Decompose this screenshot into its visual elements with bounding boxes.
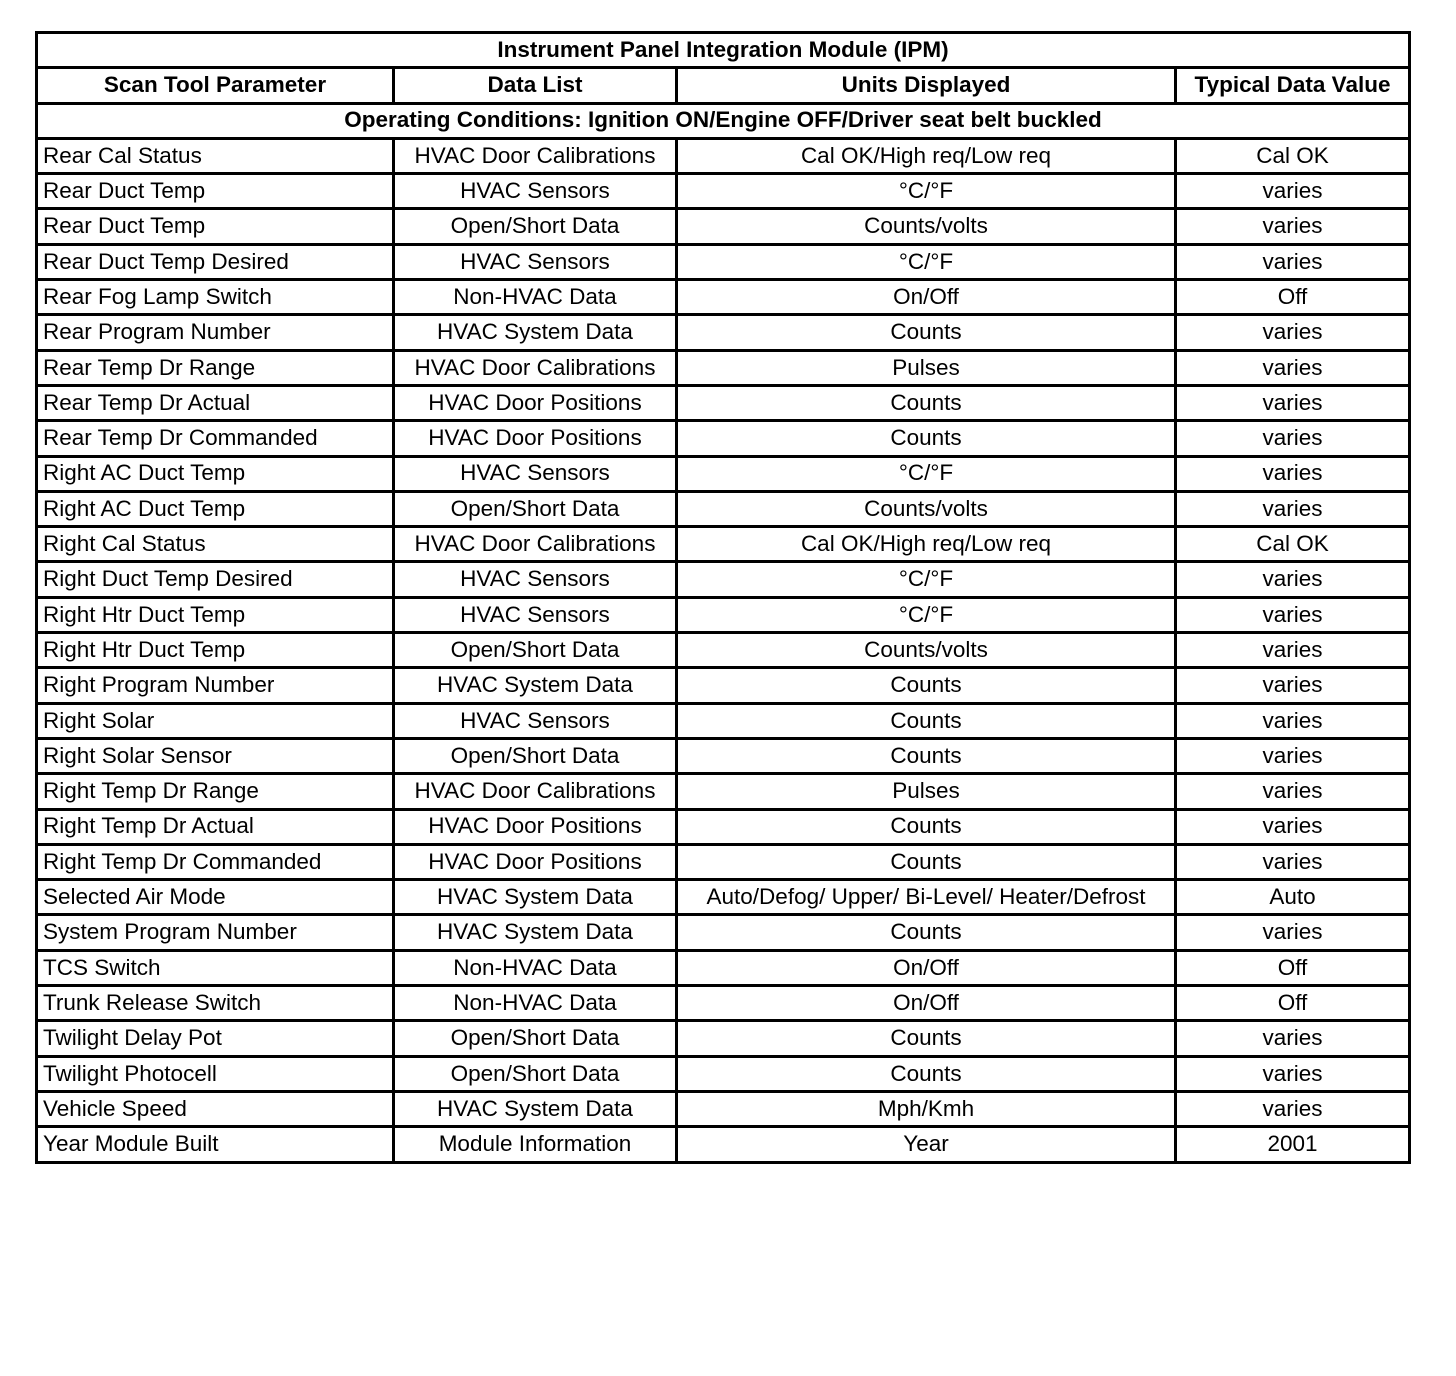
cell-typical-value: varies xyxy=(1176,1056,1410,1091)
cell-parameter: Right Solar Sensor xyxy=(37,738,394,773)
cell-parameter: Right AC Duct Temp xyxy=(37,456,394,491)
cell-units: Counts xyxy=(677,844,1176,879)
cell-units: Counts xyxy=(677,1056,1176,1091)
cell-typical-value: varies xyxy=(1176,421,1410,456)
cell-data-list: HVAC Door Positions xyxy=(394,385,677,420)
cell-parameter: Right Temp Dr Commanded xyxy=(37,844,394,879)
operating-conditions: Operating Conditions: Ignition ON/Engine OFF/Driver seat belt buckled xyxy=(37,103,1410,138)
cell-units: On/Off xyxy=(677,986,1176,1021)
cell-data-list: Open/Short Data xyxy=(394,491,677,526)
table-row xyxy=(37,350,1410,385)
table-row xyxy=(37,668,1410,703)
cell-typical-value: varies xyxy=(1176,844,1410,879)
cell-data-list: HVAC System Data xyxy=(394,1091,677,1126)
cell-typical-value: Cal OK xyxy=(1176,138,1410,173)
cell-parameter: Selected Air Mode xyxy=(37,880,394,915)
operating-conditions-row xyxy=(37,103,1410,138)
cell-units: °C/°F xyxy=(677,562,1176,597)
table-row xyxy=(37,280,1410,315)
cell-parameter: Rear Temp Dr Commanded xyxy=(37,421,394,456)
cell-data-list: Non-HVAC Data xyxy=(394,950,677,985)
cell-typical-value: varies xyxy=(1176,315,1410,350)
cell-typical-value: varies xyxy=(1176,809,1410,844)
table-row xyxy=(37,809,1410,844)
cell-units: Counts xyxy=(677,385,1176,420)
cell-typical-value: varies xyxy=(1176,350,1410,385)
cell-parameter: Trunk Release Switch xyxy=(37,986,394,1021)
cell-units: Counts xyxy=(677,809,1176,844)
cell-typical-value: varies xyxy=(1176,562,1410,597)
cell-data-list: HVAC Door Calibrations xyxy=(394,350,677,385)
table-row xyxy=(37,738,1410,773)
table-row xyxy=(37,209,1410,244)
cell-typical-value: varies xyxy=(1176,244,1410,279)
cell-data-list: Open/Short Data xyxy=(394,633,677,668)
cell-data-list: HVAC Sensors xyxy=(394,703,677,738)
cell-units: °C/°F xyxy=(677,174,1176,209)
table-row xyxy=(37,456,1410,491)
header-typical-data-value: Typical Data Value xyxy=(1176,68,1410,103)
table-row xyxy=(37,703,1410,738)
cell-units: Counts xyxy=(677,738,1176,773)
cell-units: Counts xyxy=(677,1021,1176,1056)
cell-parameter: System Program Number xyxy=(37,915,394,950)
table-title: Instrument Panel Integration Module (IPM) xyxy=(37,33,1410,68)
cell-parameter: Twilight Photocell xyxy=(37,1056,394,1091)
cell-typical-value: varies xyxy=(1176,1091,1410,1126)
table-row xyxy=(37,597,1410,632)
cell-units: Counts/volts xyxy=(677,209,1176,244)
cell-data-list: HVAC Sensors xyxy=(394,174,677,209)
cell-typical-value: Off xyxy=(1176,986,1410,1021)
table-row xyxy=(37,986,1410,1021)
cell-typical-value: 2001 xyxy=(1176,1127,1410,1162)
table-row xyxy=(37,385,1410,420)
cell-typical-value: varies xyxy=(1176,915,1410,950)
cell-typical-value: Off xyxy=(1176,280,1410,315)
cell-parameter: Right Solar xyxy=(37,703,394,738)
cell-data-list: Open/Short Data xyxy=(394,1056,677,1091)
cell-typical-value: varies xyxy=(1176,774,1410,809)
cell-units: Counts/volts xyxy=(677,633,1176,668)
cell-parameter: Rear Temp Dr Range xyxy=(37,350,394,385)
table-row xyxy=(37,562,1410,597)
cell-parameter: Vehicle Speed xyxy=(37,1091,394,1126)
cell-parameter: TCS Switch xyxy=(37,950,394,985)
table-row xyxy=(37,527,1410,562)
cell-data-list: HVAC Sensors xyxy=(394,244,677,279)
cell-units: Counts xyxy=(677,915,1176,950)
cell-units: On/Off xyxy=(677,950,1176,985)
cell-data-list: HVAC System Data xyxy=(394,315,677,350)
cell-parameter: Year Module Built xyxy=(37,1127,394,1162)
header-units-displayed: Units Displayed xyxy=(677,68,1176,103)
cell-typical-value: varies xyxy=(1176,209,1410,244)
cell-parameter: Right Temp Dr Range xyxy=(37,774,394,809)
table-row xyxy=(37,844,1410,879)
cell-typical-value: varies xyxy=(1176,597,1410,632)
cell-data-list: Open/Short Data xyxy=(394,209,677,244)
cell-data-list: Open/Short Data xyxy=(394,1021,677,1056)
cell-typical-value: varies xyxy=(1176,1021,1410,1056)
cell-units: °C/°F xyxy=(677,456,1176,491)
cell-typical-value: varies xyxy=(1176,456,1410,491)
header-data-list: Data List xyxy=(394,68,677,103)
table-row xyxy=(37,950,1410,985)
cell-data-list: HVAC Door Positions xyxy=(394,421,677,456)
cell-typical-value: varies xyxy=(1176,738,1410,773)
cell-units: Counts xyxy=(677,703,1176,738)
cell-parameter: Right Cal Status xyxy=(37,527,394,562)
cell-parameter: Rear Cal Status xyxy=(37,138,394,173)
cell-parameter: Rear Duct Temp xyxy=(37,174,394,209)
cell-data-list: HVAC System Data xyxy=(394,915,677,950)
cell-typical-value: varies xyxy=(1176,703,1410,738)
cell-typical-value: Auto xyxy=(1176,880,1410,915)
cell-parameter: Rear Fog Lamp Switch xyxy=(37,280,394,315)
cell-typical-value: varies xyxy=(1176,174,1410,209)
cell-data-list: HVAC Door Positions xyxy=(394,809,677,844)
table-row xyxy=(37,633,1410,668)
cell-units: Counts xyxy=(677,315,1176,350)
table-row xyxy=(37,174,1410,209)
table-row xyxy=(37,491,1410,526)
cell-data-list: HVAC System Data xyxy=(394,880,677,915)
cell-typical-value: varies xyxy=(1176,491,1410,526)
cell-parameter: Right Htr Duct Temp xyxy=(37,633,394,668)
cell-units: °C/°F xyxy=(677,244,1176,279)
cell-data-list: Non-HVAC Data xyxy=(394,280,677,315)
cell-parameter: Right Temp Dr Actual xyxy=(37,809,394,844)
table-row xyxy=(37,880,1410,915)
cell-typical-value: varies xyxy=(1176,385,1410,420)
cell-parameter: Right Htr Duct Temp xyxy=(37,597,394,632)
cell-units: Pulses xyxy=(677,350,1176,385)
cell-units: °C/°F xyxy=(677,597,1176,632)
table-row xyxy=(37,774,1410,809)
cell-units: Counts xyxy=(677,421,1176,456)
cell-typical-value: Cal OK xyxy=(1176,527,1410,562)
table-row xyxy=(37,421,1410,456)
cell-parameter: Right AC Duct Temp xyxy=(37,491,394,526)
cell-units: Auto/Defog/ Upper/ Bi-Level/ Heater/Defrost xyxy=(677,880,1176,915)
cell-parameter: Rear Temp Dr Actual xyxy=(37,385,394,420)
cell-units: Mph/Kmh xyxy=(677,1091,1176,1126)
cell-parameter: Right Duct Temp Desired xyxy=(37,562,394,597)
table-row xyxy=(37,315,1410,350)
ipm-data-table xyxy=(35,31,1411,1164)
cell-data-list: Open/Short Data xyxy=(394,738,677,773)
cell-typical-value: varies xyxy=(1176,668,1410,703)
cell-data-list: HVAC Sensors xyxy=(394,456,677,491)
cell-units: Counts/volts xyxy=(677,491,1176,526)
table-row xyxy=(37,915,1410,950)
table-row xyxy=(37,244,1410,279)
table-title-row xyxy=(37,33,1410,68)
cell-units: Cal OK/High req/Low req xyxy=(677,527,1176,562)
cell-data-list: HVAC System Data xyxy=(394,668,677,703)
cell-parameter: Right Program Number xyxy=(37,668,394,703)
table-row xyxy=(37,138,1410,173)
cell-data-list: Non-HVAC Data xyxy=(394,986,677,1021)
cell-units: Cal OK/High req/Low req xyxy=(677,138,1176,173)
cell-data-list: HVAC Door Calibrations xyxy=(394,527,677,562)
table-row xyxy=(37,1056,1410,1091)
cell-data-list: Module Information xyxy=(394,1127,677,1162)
header-row xyxy=(37,68,1410,103)
cell-units: Pulses xyxy=(677,774,1176,809)
cell-data-list: HVAC Door Calibrations xyxy=(394,138,677,173)
table-body xyxy=(37,33,1410,1163)
cell-data-list: HVAC Door Calibrations xyxy=(394,774,677,809)
table-row xyxy=(37,1021,1410,1056)
cell-data-list: HVAC Sensors xyxy=(394,597,677,632)
cell-parameter: Rear Duct Temp Desired xyxy=(37,244,394,279)
cell-units: On/Off xyxy=(677,280,1176,315)
header-scan-tool-parameter: Scan Tool Parameter xyxy=(37,68,394,103)
cell-data-list: HVAC Door Positions xyxy=(394,844,677,879)
cell-data-list: HVAC Sensors xyxy=(394,562,677,597)
table-row xyxy=(37,1091,1410,1126)
cell-units: Counts xyxy=(677,668,1176,703)
cell-parameter: Twilight Delay Pot xyxy=(37,1021,394,1056)
cell-parameter: Rear Duct Temp xyxy=(37,209,394,244)
cell-parameter: Rear Program Number xyxy=(37,315,394,350)
table-row xyxy=(37,1127,1410,1162)
cell-units: Year xyxy=(677,1127,1176,1162)
cell-typical-value: Off xyxy=(1176,950,1410,985)
cell-typical-value: varies xyxy=(1176,633,1410,668)
